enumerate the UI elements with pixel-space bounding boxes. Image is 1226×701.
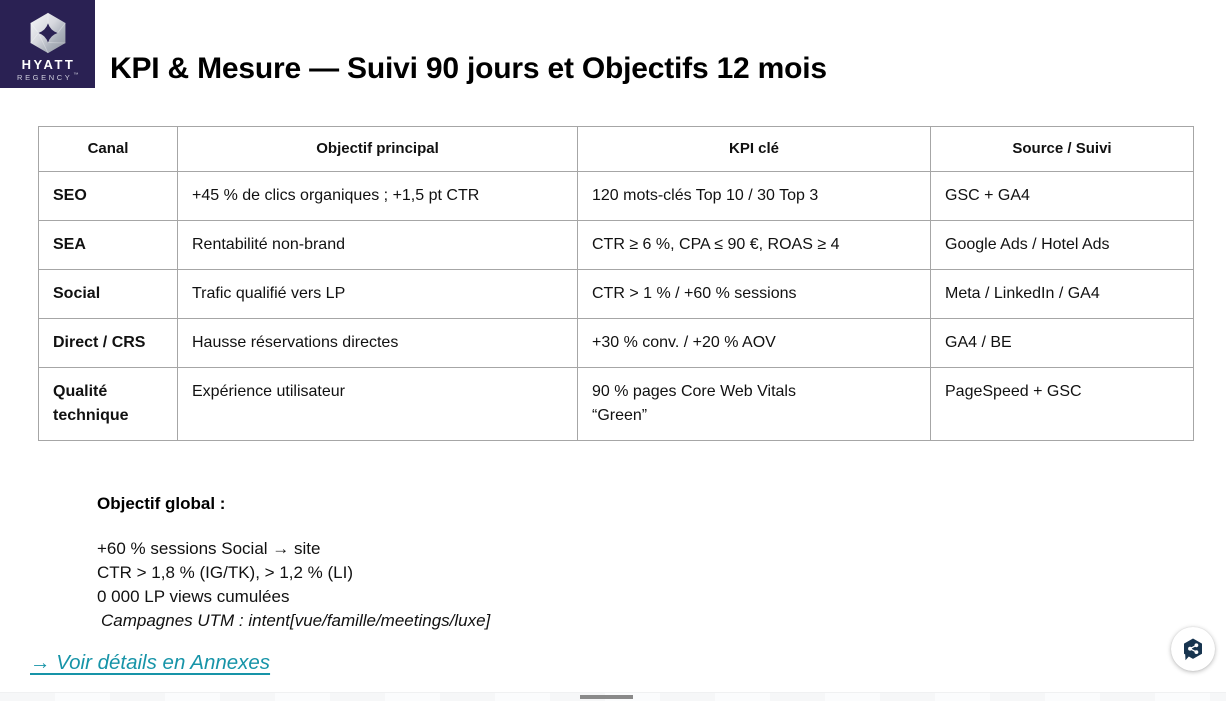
- objective-line: 0 000 LP views cumulées: [97, 587, 290, 606]
- logo-wordmark: HYATT: [21, 57, 76, 72]
- objective-line: +60 % sessions Social → site: [97, 539, 321, 558]
- annex-details-link[interactable]: → Voir détails en Annexes: [30, 651, 271, 674]
- cell-kpi: 120 mots-clés Top 10 / 30 Top 3: [578, 172, 931, 221]
- logo-trademark: ™: [73, 72, 81, 78]
- logo-submark-text: REGENCY: [17, 73, 73, 82]
- objectives-list: [97, 537, 490, 633]
- cell-kpi: +30 % conv. / +20 % AOV: [578, 319, 931, 368]
- hyatt-regency-logo: [0, 0, 95, 88]
- cell-kpi-text: 90 % pages Core Web Vitals “Green”: [592, 383, 796, 424]
- hyatt-gem-icon: [26, 10, 70, 56]
- cell-source: PageSpeed + GSC: [931, 368, 1194, 441]
- col-header-source: Source / Suivi: [931, 127, 1194, 172]
- horizontal-scrollbar-thumb[interactable]: [580, 695, 633, 699]
- cell-objectif: Expérience utilisateur: [178, 368, 578, 441]
- table-row: [39, 221, 1194, 270]
- cell-canal: Qualité technique: [39, 368, 178, 441]
- table-row: [39, 270, 1194, 319]
- cell-canal: SEO: [39, 172, 178, 221]
- logo-submark: [17, 73, 81, 82]
- table-header-row: [39, 127, 1194, 172]
- cell-objectif: +45 % de clics organiques ; +1,5 pt CTR: [178, 172, 578, 221]
- cell-canal: Direct / CRS: [39, 319, 178, 368]
- objective-utm-line: Campagnes UTM : intent[vue/famille/meetings/luxe]: [101, 611, 491, 630]
- hexagon-share-icon: [1181, 637, 1205, 662]
- cell-kpi: CTR > 1 % / +60 % sessions: [578, 270, 931, 319]
- cell-source: Google Ads / Hotel Ads: [931, 221, 1194, 270]
- cell-kpi: [578, 368, 931, 441]
- col-header-objectif: Objectif principal: [178, 127, 578, 172]
- cell-source: GA4 / BE: [931, 319, 1194, 368]
- cell-objectif: Rentabilité non-brand: [178, 221, 578, 270]
- objective-line: CTR > 1,8 % (IG/TK), > 1,2 % (LI): [97, 563, 354, 582]
- table-row: [39, 319, 1194, 368]
- cell-canal: Social: [39, 270, 178, 319]
- table-row: [39, 368, 1194, 441]
- table-row: [39, 172, 1194, 221]
- col-header-kpi: KPI clé: [578, 127, 931, 172]
- cell-kpi: CTR ≥ 6 %, CPA ≤ 90 €, ROAS ≥ 4: [578, 221, 931, 270]
- kpi-table: [38, 126, 1194, 441]
- objectives-heading: Objectif global :: [97, 494, 226, 513]
- cell-objectif: Trafic qualifié vers LP: [178, 270, 578, 319]
- col-header-canal: Canal: [39, 127, 178, 172]
- share-widget-button[interactable]: [1171, 627, 1215, 671]
- cell-objectif: Hausse réservations directes: [178, 319, 578, 368]
- cell-source: GSC + GA4: [931, 172, 1194, 221]
- horizontal-scrollbar-track[interactable]: [0, 692, 1226, 701]
- cell-source: Meta / LinkedIn / GA4: [931, 270, 1194, 319]
- cell-canal: SEA: [39, 221, 178, 270]
- page-title: KPI & Mesure — Suivi 90 jours et Objectifs 12 mois: [110, 52, 827, 85]
